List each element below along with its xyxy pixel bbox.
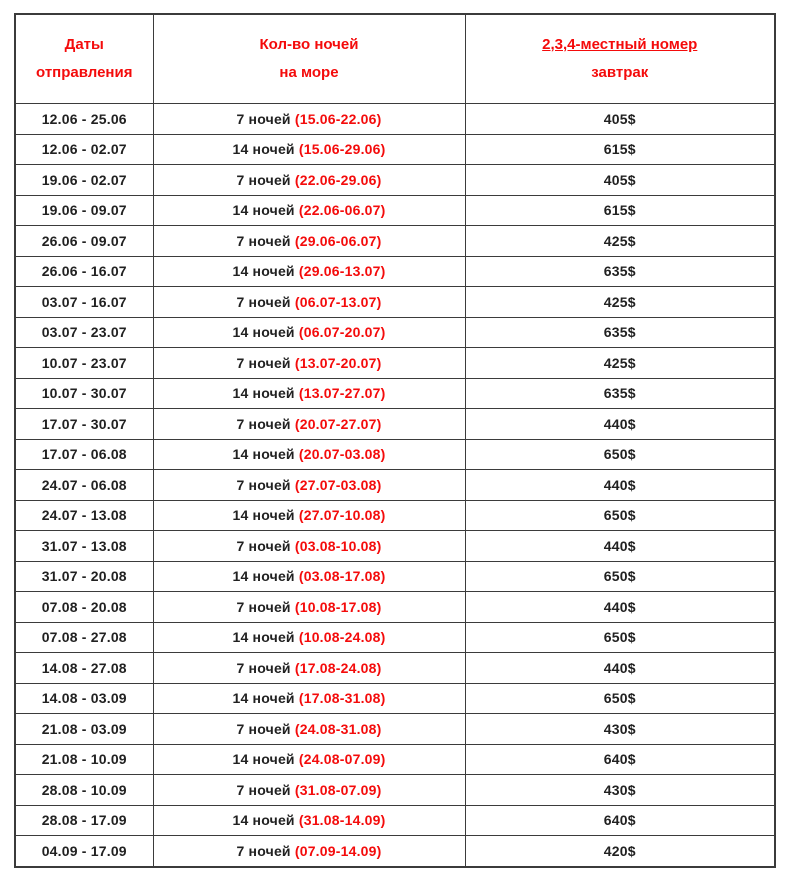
departure-dates-value: 10.07 - 30.07 [41,385,127,402]
nights-count-value: 7 ночей [236,171,291,188]
table-row [15,439,775,470]
departure-dates-value: 03.07 - 16.07 [41,293,127,310]
sea-dates-value: (31.08-07.09) [294,781,382,798]
departure-dates-value: 14.08 - 27.08 [41,659,127,676]
departure-dates-value: 04.09 - 17.09 [41,842,127,859]
sea-dates-value: (27.07-10.08) [298,507,386,524]
nights-cell [153,287,465,318]
price-cell [465,439,775,470]
price-value: 405$ [603,171,636,188]
departure-dates-cell [15,744,153,775]
table-row [15,256,775,287]
nights-cell [153,683,465,714]
departure-dates-value: 24.07 - 06.08 [41,476,127,493]
departure-dates-cell [15,683,153,714]
price-cell [465,744,775,775]
departure-dates-cell [15,500,153,531]
price-cell [465,378,775,409]
sea-dates-value: (22.06-06.07) [298,202,386,219]
departure-dates-cell [15,195,153,226]
sea-dates-value: (13.07-20.07) [294,354,382,371]
table-row [15,561,775,592]
nights-cell [153,409,465,440]
header-row [15,14,775,104]
sea-dates-value: (17.08-31.08) [298,690,386,707]
price-cell [465,622,775,653]
nights-cell [153,317,465,348]
sea-dates-value: (20.07-27.07) [294,415,382,432]
table-row [15,714,775,745]
nights-cell [153,439,465,470]
price-cell [465,470,775,501]
price-value: 615$ [603,202,636,219]
price-cell [465,653,775,684]
nights-count-value: 14 ночей [232,263,295,280]
price-value: 650$ [603,446,636,463]
nights-cell [153,714,465,745]
nights-count-value: 7 ночей [236,720,291,737]
departure-dates-cell [15,653,153,684]
departure-dates-value: 07.08 - 27.08 [41,629,127,646]
header-room-breakfast [465,14,775,104]
nights-cell [153,805,465,836]
price-cell [465,683,775,714]
price-value: 440$ [603,659,636,676]
header-departure-dates [15,14,153,104]
nights-count-value: 14 ночей [232,324,295,341]
departure-dates-value: 17.07 - 30.07 [41,415,127,432]
header-room-type-link[interactable]: 2,3,4-местный номер [542,36,698,53]
nights-cell [153,500,465,531]
departure-dates-cell [15,104,153,135]
nights-count-value: 7 ночей [236,476,291,493]
sea-dates-value: (22.06-29.06) [294,171,382,188]
price-cell [465,256,775,287]
sea-dates-value: (24.08-31.08) [294,720,382,737]
price-cell [465,714,775,745]
price-value: 650$ [603,568,636,585]
sea-dates-value: (10.08-17.08) [294,598,382,615]
price-cell [465,317,775,348]
departure-dates-cell [15,348,153,379]
sea-dates-value: (17.08-24.08) [294,659,382,676]
tour-price-table [14,13,776,868]
nights-count-value: 14 ночей [232,568,295,585]
nights-cell [153,256,465,287]
sea-dates-value: (29.06-13.07) [298,263,386,280]
nights-cell [153,195,465,226]
sea-dates-value: (06.07-20.07) [298,324,386,341]
departure-dates-cell [15,836,153,867]
departure-dates-value: 24.07 - 13.08 [41,507,127,524]
table-row [15,195,775,226]
price-cell [465,531,775,562]
table-row [15,500,775,531]
sea-dates-value: (03.08-17.08) [298,568,386,585]
nights-count-value: 7 ночей [236,537,291,554]
price-value: 640$ [603,751,636,768]
nights-cell [153,348,465,379]
departure-dates-cell [15,714,153,745]
departure-dates-cell [15,256,153,287]
table-row [15,348,775,379]
price-cell [465,409,775,440]
departure-dates-cell [15,592,153,623]
departure-dates-value: 10.07 - 23.07 [41,354,127,371]
departure-dates-value: 19.06 - 09.07 [41,202,127,219]
nights-cell [153,104,465,135]
price-cell [465,805,775,836]
nights-cell [153,134,465,165]
nights-count-value: 7 ночей [236,354,291,371]
table-row [15,317,775,348]
price-value: 425$ [603,232,636,249]
nights-count-value: 14 ночей [232,751,295,768]
departure-dates-value: 28.08 - 17.09 [41,812,127,829]
price-value: 430$ [603,720,636,737]
departure-dates-cell [15,561,153,592]
sea-dates-value: (13.07-27.07) [298,385,386,402]
price-cell [465,287,775,318]
price-cell [465,134,775,165]
departure-dates-cell [15,165,153,196]
price-value: 650$ [603,507,636,524]
header-breakfast-label: завтрак [591,64,649,81]
price-cell [465,348,775,379]
table-row [15,287,775,318]
table-row [15,836,775,867]
price-value: 425$ [603,293,636,310]
price-value: 440$ [603,537,636,554]
departure-dates-value: 21.08 - 10.09 [41,751,127,768]
sea-dates-value: (29.06-06.07) [294,232,382,249]
price-value: 635$ [603,324,636,341]
departure-dates-value: 31.07 - 20.08 [41,568,127,585]
price-value: 635$ [603,263,636,280]
price-value: 635$ [603,385,636,402]
nights-count-value: 7 ночей [236,781,291,798]
sea-dates-value: (15.06-29.06) [298,141,386,158]
departure-dates-value: 14.08 - 03.09 [41,690,127,707]
price-value: 430$ [603,781,636,798]
departure-dates-cell [15,317,153,348]
header-nights-line2: на море [279,64,339,81]
price-value: 425$ [603,354,636,371]
departure-dates-cell [15,134,153,165]
price-cell [465,195,775,226]
price-cell [465,561,775,592]
sea-dates-value: (31.08-14.09) [298,812,386,829]
departure-dates-value: 19.06 - 02.07 [41,171,127,188]
sea-dates-value: (07.09-14.09) [294,842,382,859]
price-value: 640$ [603,812,636,829]
price-value: 650$ [603,629,636,646]
table-body [15,104,775,867]
nights-cell [153,836,465,867]
nights-count-value: 14 ночей [232,812,295,829]
nights-count-value: 7 ночей [236,842,291,859]
table-row [15,104,775,135]
nights-cell [153,531,465,562]
sea-dates-value: (06.07-13.07) [294,293,382,310]
departure-dates-value: 28.08 - 10.09 [41,781,127,798]
nights-count-value: 7 ночей [236,293,291,310]
nights-cell [153,226,465,257]
nights-cell [153,165,465,196]
price-cell [465,226,775,257]
price-value: 440$ [603,476,636,493]
price-cell [465,836,775,867]
price-value: 440$ [603,415,636,432]
header-departure-dates-line1: Даты [64,36,104,53]
nights-cell [153,592,465,623]
nights-count-value: 7 ночей [236,659,291,676]
sea-dates-value: (03.08-10.08) [294,537,382,554]
departure-dates-cell [15,226,153,257]
sea-dates-value: (20.07-03.08) [298,446,386,463]
nights-cell [153,561,465,592]
table-row [15,622,775,653]
departure-dates-value: 12.06 - 02.07 [41,141,127,158]
nights-count-value: 7 ночей [236,415,291,432]
sea-dates-value: (15.06-22.06) [294,110,382,127]
price-cell [465,104,775,135]
table-row [15,683,775,714]
nights-count-value: 14 ночей [232,141,295,158]
table-row [15,134,775,165]
departure-dates-cell [15,531,153,562]
departure-dates-value: 26.06 - 16.07 [41,263,127,280]
price-cell [465,500,775,531]
departure-dates-value: 17.07 - 06.08 [41,446,127,463]
header-nights-line1: Кол-во ночей [259,36,359,53]
nights-count-value: 7 ночей [236,598,291,615]
table-row [15,226,775,257]
nights-cell [153,470,465,501]
departure-dates-cell [15,775,153,806]
nights-cell [153,622,465,653]
sea-dates-value: (27.07-03.08) [294,476,382,493]
departure-dates-value: 07.08 - 20.08 [41,598,127,615]
table-row [15,592,775,623]
nights-count-value: 14 ночей [232,446,295,463]
departure-dates-value: 03.07 - 23.07 [41,324,127,341]
nights-count-value: 7 ночей [236,110,291,127]
departure-dates-cell [15,439,153,470]
table-row [15,775,775,806]
departure-dates-cell [15,287,153,318]
table-row [15,744,775,775]
table-row [15,470,775,501]
sea-dates-value: (10.08-24.08) [298,629,386,646]
header-nights-at-sea [153,14,465,104]
sea-dates-value: (24.08-07.09) [298,751,386,768]
nights-cell [153,653,465,684]
table-row [15,805,775,836]
header-departure-dates-line2: отправления [36,64,133,81]
table-row [15,165,775,196]
table-row [15,409,775,440]
price-value: 420$ [603,842,636,859]
departure-dates-cell [15,409,153,440]
departure-dates-value: 21.08 - 03.09 [41,720,127,737]
departure-dates-value: 31.07 - 13.08 [41,537,127,554]
price-cell [465,165,775,196]
nights-count-value: 14 ночей [232,507,295,524]
nights-count-value: 14 ночей [232,629,295,646]
nights-count-value: 7 ночей [236,232,291,249]
price-value: 440$ [603,598,636,615]
nights-cell [153,775,465,806]
departure-dates-value: 12.06 - 25.06 [41,110,127,127]
price-cell [465,775,775,806]
departure-dates-cell [15,470,153,501]
table-row [15,378,775,409]
price-cell [465,592,775,623]
departure-dates-value: 26.06 - 09.07 [41,232,127,249]
table-row [15,653,775,684]
departure-dates-cell [15,622,153,653]
departure-dates-cell [15,378,153,409]
price-value: 650$ [603,690,636,707]
table-row [15,531,775,562]
price-value: 615$ [603,141,636,158]
nights-cell [153,744,465,775]
nights-count-value: 14 ночей [232,202,295,219]
nights-count-value: 14 ночей [232,690,295,707]
departure-dates-cell [15,805,153,836]
price-value: 405$ [603,110,636,127]
nights-count-value: 14 ночей [232,385,295,402]
nights-cell [153,378,465,409]
